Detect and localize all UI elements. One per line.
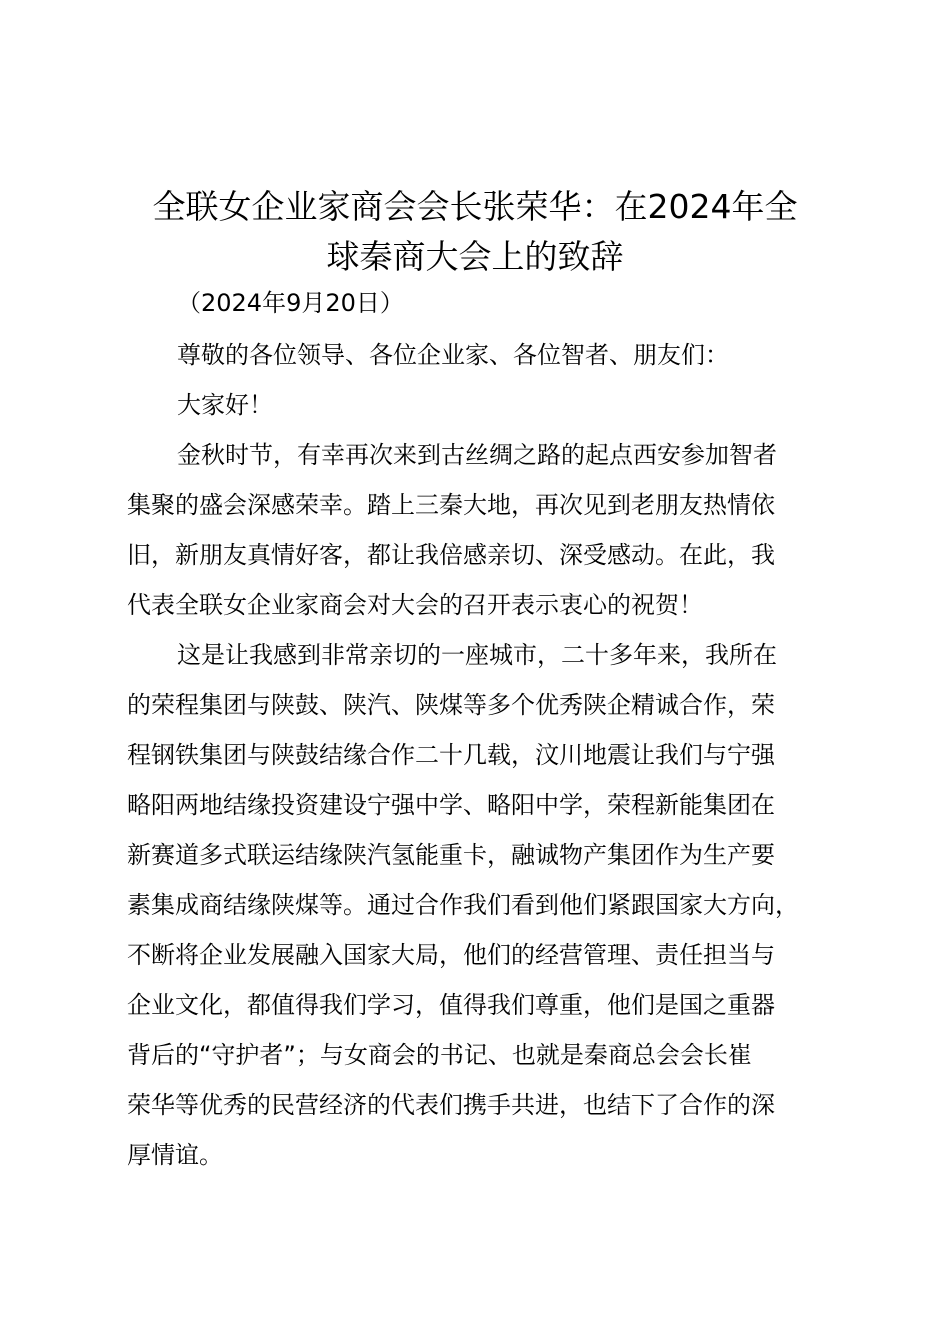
paragraph-1-line: 集聚的盛会深感荣幸。踏上三秦大地，再次见到老朋友热情依 [127, 491, 775, 519]
salutation: 尊敬的各位领导、各位企业家、各位智者、朋友们： [177, 341, 729, 369]
paragraph-2-line: 略阳两地结缘投资建设宁强中学、略阳中学，荣程新能集团在 [127, 791, 775, 819]
paragraph-2-line: 厚情谊。 [127, 1141, 223, 1169]
paragraph-2-line: 素集成商结缘陕煤等。通过合作我们看到他们紧跟国家大方向， [127, 891, 799, 919]
paragraph-2-line: 荣华等优秀的民营经济的代表们携手共进，也结下了合作的深 [127, 1091, 775, 1119]
paragraph-1-line: 金秋时节，有幸再次来到古丝绸之路的起点西安参加智者 [177, 441, 777, 469]
document-title-line-2: 球秦商大会上的致辞 [326, 237, 624, 276]
paragraph-2-line: 程钢铁集团与陕鼓结缘合作二十几载，汶川地震让我们与宁强 [127, 741, 775, 769]
greeting: 大家好！ [177, 391, 273, 419]
document-date: （2024年9月20日） [177, 289, 404, 317]
paragraph-2-line: 新赛道多式联运结缘陕汽氢能重卡，融诚物产集团作为生产要 [127, 841, 775, 869]
paragraph-1-line: 代表全联女企业家商会对大会的召开表示衷心的祝贺！ [127, 591, 703, 619]
paragraph-1-line: 旧，新朋友真情好客，都让我倍感亲切、深受感动。在此，我 [127, 541, 775, 569]
paragraph-2-line: 背后的“守护者”；与女商会的书记、也就是秦商总会会长崔 [127, 1041, 752, 1069]
paragraph-2-line: 企业文化，都值得我们学习，值得我们尊重，他们是国之重器 [127, 991, 775, 1019]
document-title-line-1: 全联女企业家商会会长张荣华：在2024年全 [152, 187, 798, 226]
paragraph-2-line: 不断将企业发展融入国家大局，他们的经营管理、责任担当与 [127, 941, 775, 969]
paragraph-2-line: 的荣程集团与陕鼓、陕汽、陕煤等多个优秀陕企精诚合作，荣 [127, 691, 775, 719]
paragraph-2-line: 这是让我感到非常亲切的一座城市，二十多年来，我所在 [177, 641, 777, 669]
